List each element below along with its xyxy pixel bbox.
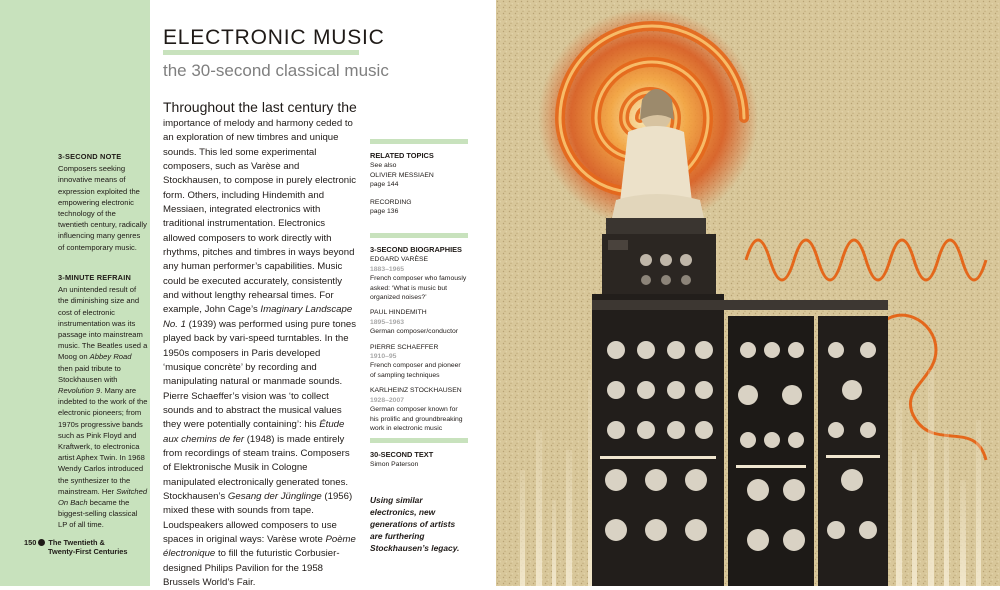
bio-description: French composer who famously asked: ‘What is music but organized noises?’ [370, 275, 467, 302]
three-minute-refrain-heading: 3-MINUTE REFRAIN [58, 273, 131, 282]
body-text-run: to fill the futuristic Corbusier-designed Philips Pavilion for the 1958 Brussels World’s Fair. [163, 548, 340, 588]
related-topic-name: RECORDING [370, 198, 412, 206]
thirty-second-text [370, 438, 468, 470]
image-caption: Using similar electronics, new generations of artists are furthering Stockhausen’s legacy. [370, 495, 460, 553]
section-rule [370, 139, 468, 144]
refrain-italic-title: Abbey Road [89, 352, 132, 362]
modular-synthesizer-rack [592, 294, 888, 586]
refrain-italic-title: Revolution 9 [58, 386, 101, 396]
related-topic-page: page 136 [370, 208, 399, 216]
work-title: Gesang der Jünglinge [227, 490, 322, 502]
section-name-line1: The Twentieth & [48, 538, 105, 547]
body-text-run: importance of melody and harmony ceded to an exploration of new timbres and unique sounds. This led some experimental composers, such as Varèse and Stockhausen, to compose in purely electronic form. Others, including Hindemith and Messiaen, integrated electronics with traditional instrumentation. Electronics allowed composers to work directly with rhythms, pitches and timbres in ways beyond any human performer’s capabilities. Music could be executed accurately, consistently and without lengthy rehearsal times. For example, John Cage’s [163, 118, 357, 316]
related-topic-page: page 144 [370, 181, 399, 189]
work-title: Poème électronique [163, 533, 356, 560]
bio-description: German composer known for his prolific and groundbreaking work in electronic music [370, 406, 463, 432]
related-topic-name: OLIVIER MESSIAEN [370, 171, 434, 179]
bio-name: KARLHEINZ STOCKHAUSEN [370, 387, 462, 395]
body-text-run: (1956) mixed these with sounds from tape. Loudspeakers allowed composers to use spaces in original ways: Varèse wrote [163, 490, 353, 545]
bio-years: 1910–95 [370, 353, 397, 361]
lead-line: Throughout the last century the [163, 99, 357, 115]
bio-entry [370, 308, 468, 336]
page-subtitle: the 30-second classical music [163, 61, 389, 80]
refrain-italic-title: Switched On Bach [58, 486, 148, 508]
main-body-text [163, 117, 359, 590]
work-title: Imaginary Landscape No. 1 [163, 304, 353, 330]
author-name: Simon Paterson [370, 461, 419, 469]
page-folio [24, 538, 128, 556]
related-topics-heading: RELATED TOPICS [370, 151, 434, 160]
section-rule [370, 233, 468, 238]
bullet-icon [38, 539, 45, 546]
bio-name: PAUL HINDEMITH [370, 309, 427, 317]
body-paragraph [163, 117, 359, 590]
bio-entry [370, 343, 468, 381]
bio-name: EDGARD VARÈSE [370, 256, 429, 264]
control-unit-top [602, 234, 716, 294]
refrain-text-part: . Many are indebted to the work of the electronic pioneers; from 1970s progressive bands such as Pink Floyd and Kraftwerk, to electronica artist Aphex Twin. In 1968 Wendy Carlos introduced the synthesizer to the mainstream. Her [58, 386, 148, 496]
bio-entry [370, 255, 468, 302]
three-minute-refrain [58, 272, 148, 531]
sidebar [0, 0, 150, 586]
bio-years: 1928–2007 [370, 396, 405, 404]
refrain-text-part: became the biggest-selling classical LP of all time. [58, 498, 138, 530]
refrain-text-part: then paid tribute to Stockhausen with [58, 363, 121, 384]
thirty-second-text-heading: 30-SECOND TEXT [370, 450, 434, 459]
body-text-run: (1939) was performed using pure tones played back by vari-speed turntables. In the 1950s composers in Paris developed ‘musique concrète’ by recording and manipulating natural or manmade sounds. Pierre Schaeffer’s vision was ‘to collect sounds and to abstract the musical values they were potentially containing’: his [163, 318, 357, 431]
bio-years: 1895–1963 [370, 318, 405, 326]
body-text-run: (1948) is made entirely from recordings of steam trains. Composers of Elektronische Musik in Cologne manipulated electronically generated tones. Stockhausen’s [163, 433, 350, 502]
three-minute-refrain-text [58, 284, 148, 530]
bio-description: German composer/conductor [370, 328, 459, 336]
three-second-note-text: Composers seeking innovative means of expression exploited the empowering electronic technology of the twentieth century, radically influencing many genres of contemporary music. [58, 164, 147, 252]
bio-years: 1883–1965 [370, 265, 405, 273]
see-also-label: See also [370, 162, 397, 170]
work-title: Étude aux chemins de fer [163, 419, 345, 445]
three-second-note-heading: 3-SECOND NOTE [58, 152, 122, 161]
page-number: 150 [24, 538, 37, 547]
synthesizer-collage-illustration [496, 0, 1000, 586]
refrain-text-part: An unintended result of the diminishing size and cost of electronic instrumentation was its passage into mainstream music. The Beatles used a Moog on [58, 285, 148, 362]
bio-name: PIERRE SCHAEFFER [370, 343, 439, 351]
three-second-note [58, 151, 148, 253]
section-name-line2: Twenty-First Centuries [48, 547, 128, 556]
bio-description: French composer and pioneer of sampling techniques [370, 362, 461, 379]
title-rule [163, 50, 359, 55]
page-title: ELECTRONIC MUSIC [163, 26, 385, 49]
bio-entry [370, 386, 468, 433]
three-second-biographies [370, 233, 468, 433]
related-topics [370, 139, 468, 216]
biographies-heading: 3-SECOND BIOGRAPHIES [370, 245, 462, 254]
section-rule [370, 438, 468, 443]
